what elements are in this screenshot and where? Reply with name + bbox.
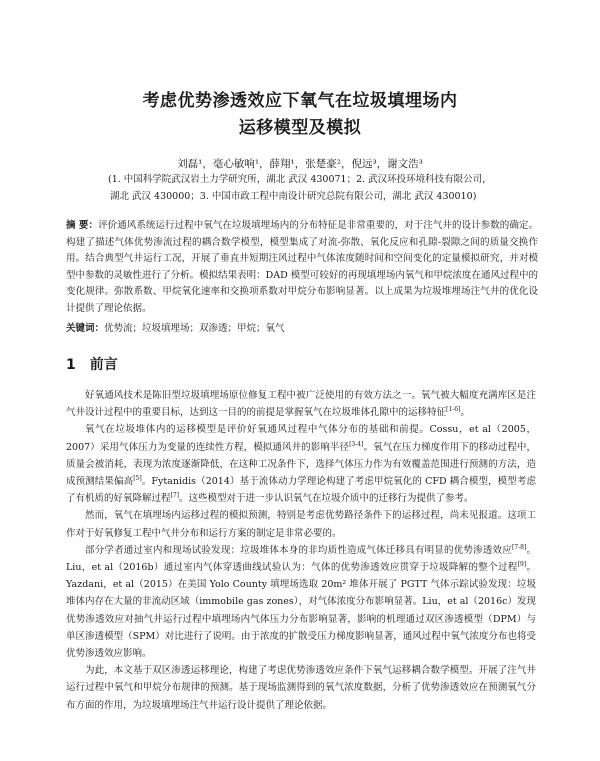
paper-title-line-1: 考虑优势渗透效应下氧气在垃圾填埋场内	[142, 91, 458, 111]
paragraph-4	[66, 542, 536, 662]
abstract	[66, 218, 538, 317]
body-text	[66, 387, 536, 714]
paper-title-line-2: 运移模型及模拟	[238, 118, 362, 138]
paragraph-2-text-c: 。Fytanidis（2014）基于流体动力学理论构建了考虑甲烷氧化的 CFD 耦合模型，模型考虑了有机质的好氧降解过程	[66, 476, 536, 505]
paragraph-2-text-d: 。这些模型对于进一步认识氧气在垃圾介质中的迁移行为提供了参考。	[179, 493, 474, 505]
paragraph-1-text: 好氧通风技术是陈旧型垃圾填埋场原位修复工程中被广泛使用的有效方法之一。氧气被大幅度充满库区是注气井设计过程中的重要目标，达到这一目的的前提是掌握氧气在垃圾堆体孔隙中的运移特征	[66, 390, 536, 419]
author-list: 刘磊¹，毫心敏响¹，薛翔¹，张楚豪²，倪远³，谢文浩³	[177, 158, 423, 170]
affiliation-line-2: 湖北 武汉 430000；3. 中国市政工程中南设计研究总院有限公司，湖北 武汉 430010)	[110, 191, 477, 202]
paragraph-1	[66, 387, 536, 421]
paragraph-3: 然而，氧气在填埋场内运移过程的模拟预测，特别是考虑优势路径条件下的运移过程，尚未见报道。这项工作对于好氧修复工程中气井分布和运行方案的制定是非常必要的。	[66, 510, 536, 539]
citation: [1-6]	[446, 406, 461, 414]
citation: [7]	[170, 492, 180, 500]
keywords-label: 关键词：	[66, 323, 105, 334]
citation: [7-8]	[511, 543, 527, 551]
paragraph-5: 为此，本文基于双区渗透运移理论，构建了考虑优势渗透效应条件下氧气运移耦合数学模型。开展了注气井运行过程中氧气和甲烷分布规律的预测。基于现场监测得到的氧气浓度数据，分析了优势渗透效应在预测氧气分布方面的作用，为垃圾填埋场注气井运行设计提供了理论依据。	[66, 665, 536, 711]
paragraph-1-end: 。	[460, 407, 470, 419]
citation: [3-4]	[349, 440, 364, 448]
paragraph-2-text-b: 。氧气在压力梯度作用下的移动过程中，质量会被消耗，表现为浓度逐渐降低，在这种工况条件下，选择气体压力作为有效覆盖范围进行预测的方法，造成预测结果偏高	[66, 441, 536, 488]
abstract-label: 摘 要：	[66, 220, 99, 231]
paragraph-2	[66, 421, 536, 507]
paragraph-4-text-c: 。Yazdani，et al（2015）在美国 Yolo County 填埋场选取 20m² 堆体开展了 PGTT 气体示踪试验发现：垃圾堆体内存在大量的非流动区域（immobile gas zones），对气体浓度分布影响显著。Liu，et al（2016c）发现优势渗透效应对抽气井运行过程中填埋场内气体压力分布影响显著，影响的机理通过双区渗透模型（DPM）与单区渗透模型（SPM）对比进行了说明。由于浓度的扩散受压力梯度影响显著，通风过程中氧气浓度分布也将受优势渗透效应影响。	[66, 562, 536, 660]
section-heading	[66, 354, 118, 374]
keywords	[66, 320, 538, 334]
paragraph-4-text-b: 。Liu，et al（2016b）通过室内气体穿透曲线试验认为：气体的优势渗透效应贯穿于垃圾降解的整个过程	[66, 544, 536, 574]
affiliation-line-1: (1. 中国科学院武汉岩土力学研究所，湖北 武汉 430071；2. 武汉环投环境科技有限公司，	[108, 174, 492, 185]
abstract-text: 评价通风系统运行过程中氧气在垃圾填埋场内的分布特征是非常重要的，对于注气井的设计参数的确定。构建了描述气体优势渗流过程的耦合数学模型，模型集成了对流-弥散、氧化反应和孔隙-裂隙之间的质量交换作用。结合典型气井运行工况，开展了垂直井短期注风过程中气体浓度随时间和空间变化的定量模拟研究，并对模型中参数的灵敏性进行了分析。模拟结果表明：DAD 模型可较好的再现填埋场内氧气和甲烷浓度在通风过程中的变化规律。弥散系数、甲烷氧化速率和交换项系数对甲烷分布影响显著。以上成果为垃圾堆埋场注气井的优化设计提供了理论依据。	[66, 220, 538, 314]
section-number: 1	[66, 357, 76, 373]
section-title: 前言	[89, 357, 118, 373]
paragraph-4-text-a: 部分学者通过室内和现场试验发现：垃圾堆体本身的非均质性造成气体迁移具有明显的优势渗透效应	[85, 544, 512, 556]
citation: [5]	[133, 474, 142, 482]
paragraph-2-text-a: 氧气在垃圾堆体内的运移模型是评价好氧通风过程中气体分布的基础和前提。Cossu，et al（2005，2007）采用气体压力为变量的连续性方程，模拟通风井的影响半径	[66, 424, 536, 453]
citation: [9]	[517, 560, 527, 568]
keywords-text: 优势流；垃圾填埋场；双渗透；甲烷；氧气	[104, 323, 285, 334]
